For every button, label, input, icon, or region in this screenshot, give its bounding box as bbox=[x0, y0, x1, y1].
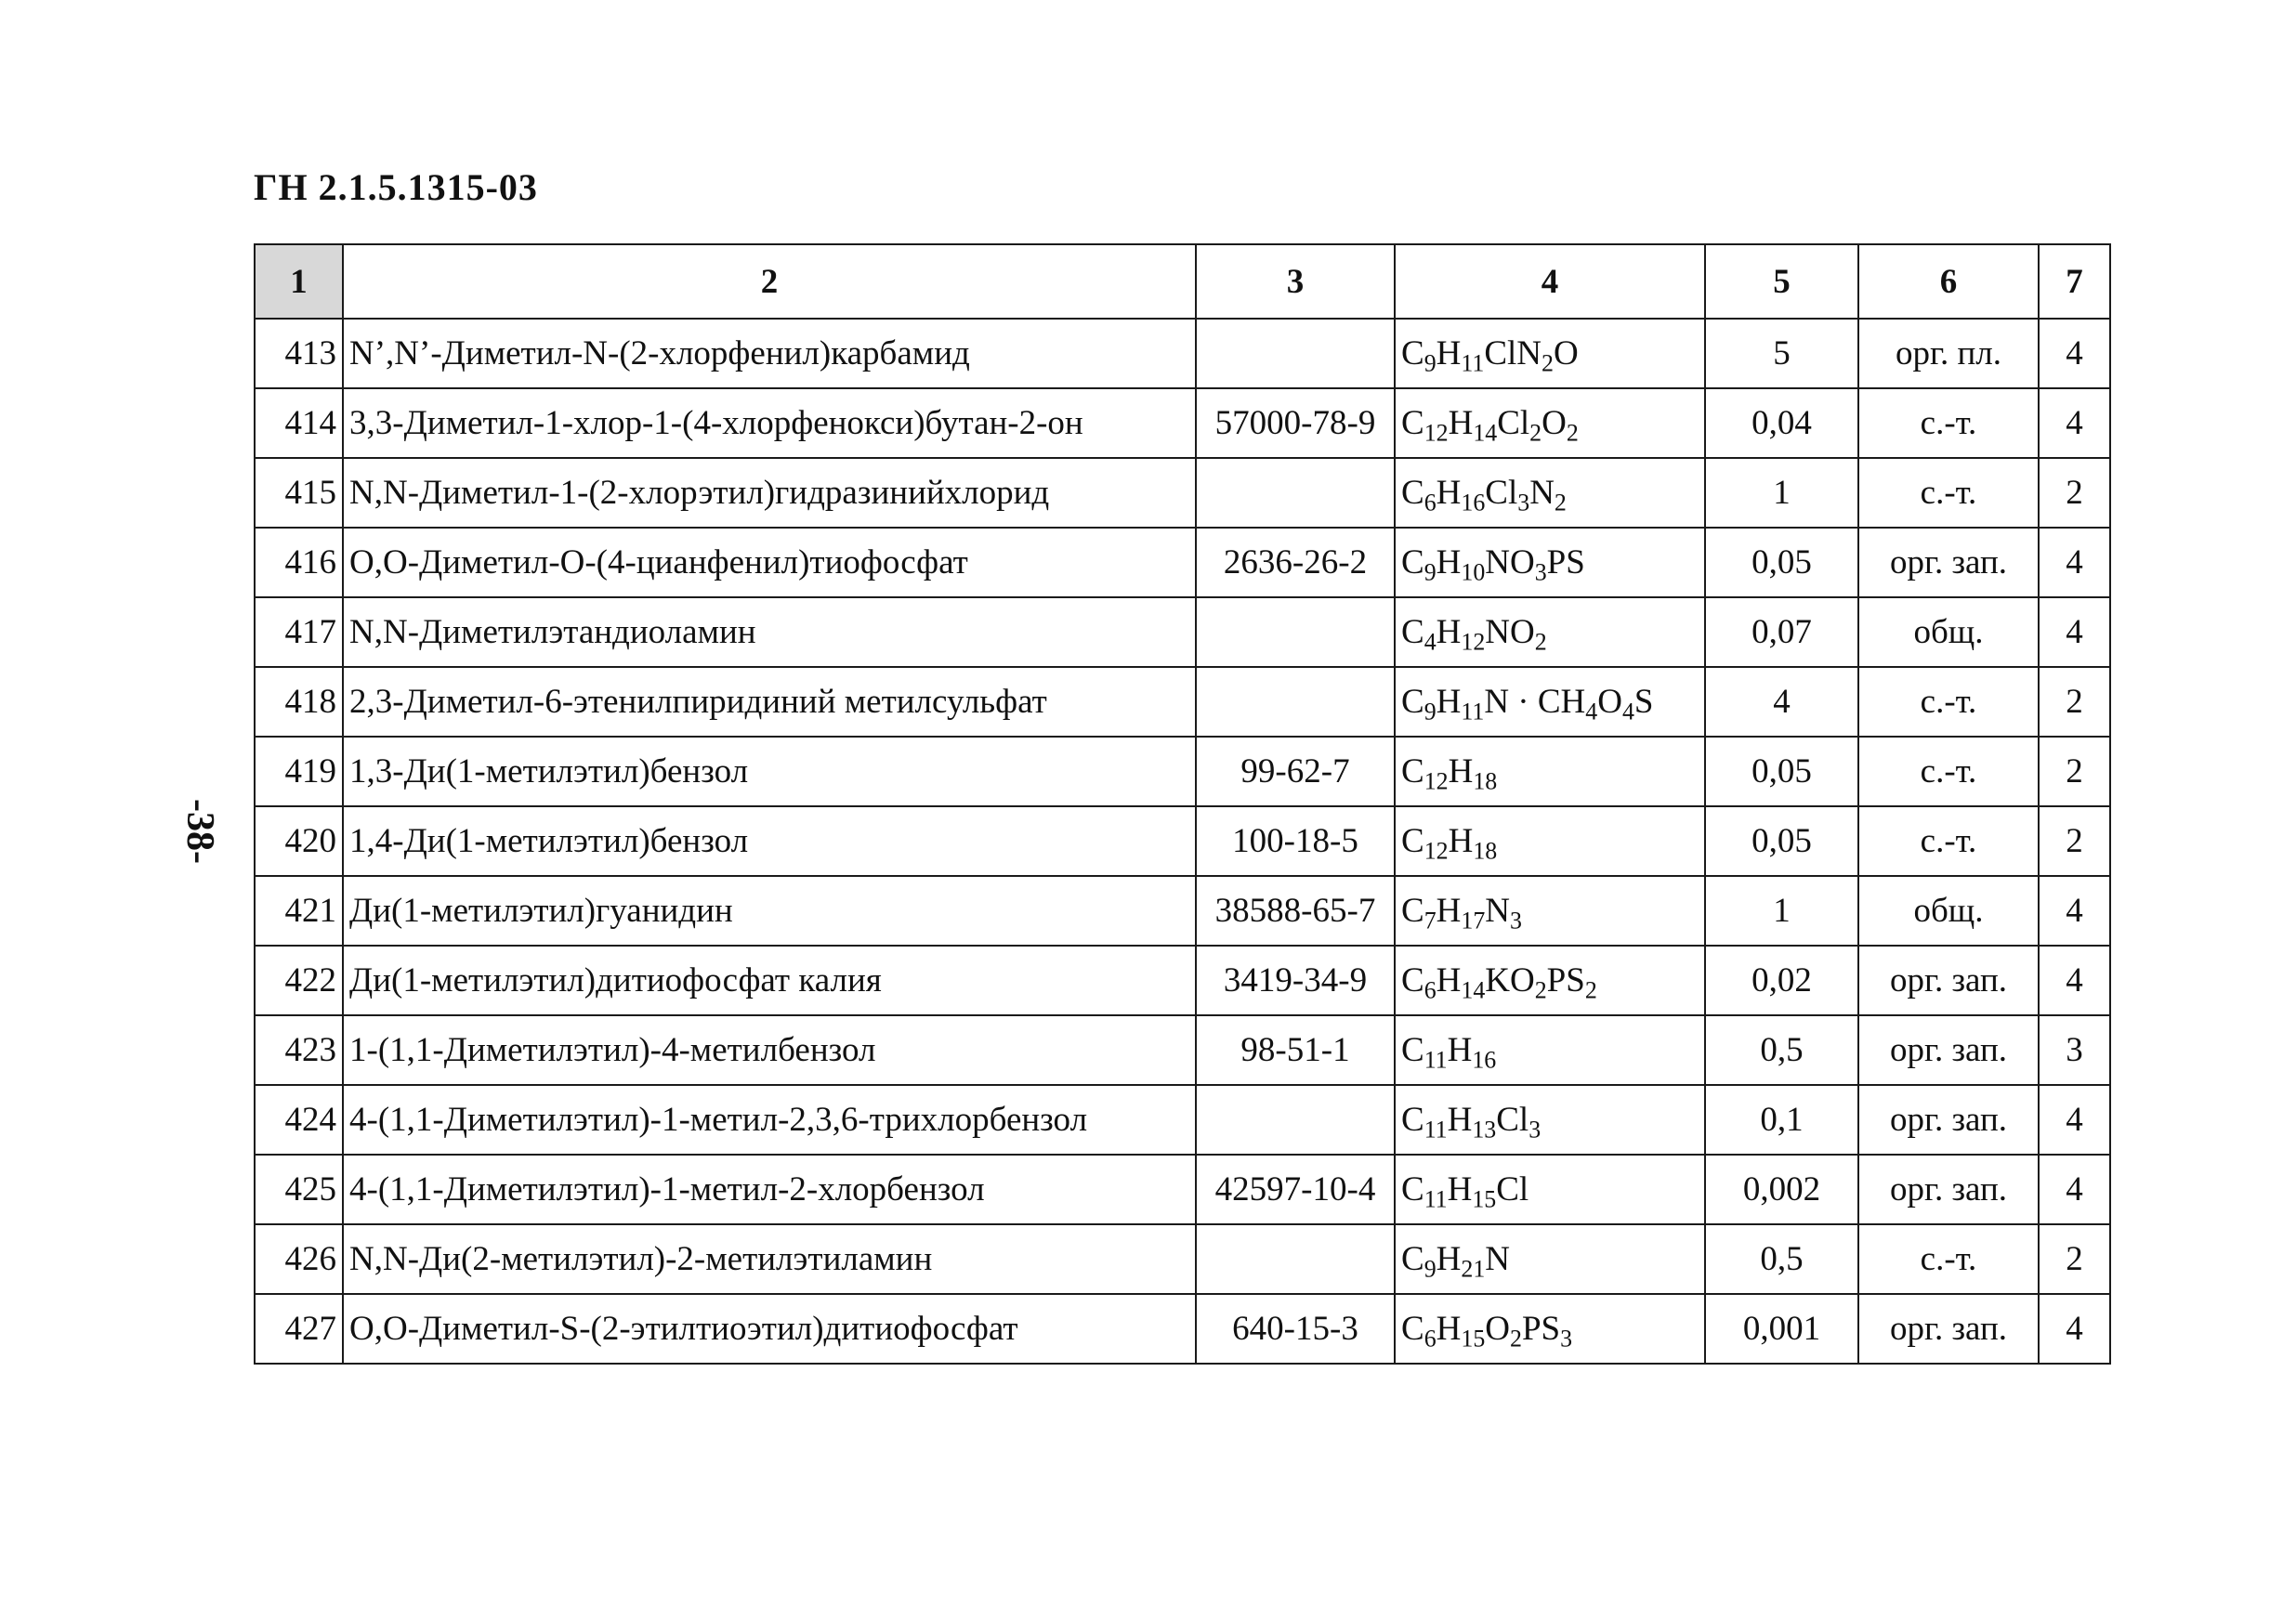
cas-number: 42597-10-4 bbox=[1196, 1155, 1395, 1224]
cas-number bbox=[1196, 667, 1395, 737]
row-number: 424 bbox=[255, 1085, 343, 1155]
table-row bbox=[255, 1155, 2110, 1224]
concentration-value: 0,07 bbox=[1705, 597, 1858, 667]
concentration-value: 4 bbox=[1705, 667, 1858, 737]
chemical-formula: $C_{12}H_{14}Cl_2O_2$ bbox=[1395, 388, 1705, 458]
header-cell-6: 6 bbox=[1858, 244, 2039, 319]
row-number: 416 bbox=[255, 528, 343, 597]
harm-indicator: орг. зап. bbox=[1858, 946, 2039, 1015]
table-row bbox=[255, 597, 2110, 667]
chemical-formula: $C_6H_{15}O_2PS_3$ bbox=[1395, 1294, 1705, 1364]
cas-number bbox=[1196, 597, 1395, 667]
row-number: 427 bbox=[255, 1294, 343, 1364]
substance-name: N,N-Диметилэтандиоламин bbox=[343, 597, 1196, 667]
substance-name: Ди(1-метилэтил)гуанидин bbox=[343, 876, 1196, 946]
row-number: 423 bbox=[255, 1015, 343, 1085]
chemical-formula: $C_6H_{14}KO_2PS_2$ bbox=[1395, 946, 1705, 1015]
chemical-formula: $C_{11}H_{15}Cl$ bbox=[1395, 1155, 1705, 1224]
hazard-class: 4 bbox=[2039, 597, 2110, 667]
table-row bbox=[255, 319, 2110, 388]
substance-name: N’,N’-Диметил-N-(2-хлорфенил)карбамид bbox=[343, 319, 1196, 388]
concentration-value: 0,1 bbox=[1705, 1085, 1858, 1155]
cas-number bbox=[1196, 1085, 1395, 1155]
substance-name: N,N-Диметил-1-(2-хлорэтил)гидразинийхлорид bbox=[343, 458, 1196, 528]
row-number: 426 bbox=[255, 1224, 343, 1294]
harm-indicator: с.-т. bbox=[1858, 388, 2039, 458]
header-cell-5: 5 bbox=[1705, 244, 1858, 319]
hazard-class: 2 bbox=[2039, 458, 2110, 528]
table-row bbox=[255, 946, 2110, 1015]
hazard-class: 4 bbox=[2039, 876, 2110, 946]
substances-table bbox=[254, 243, 2111, 1365]
row-number: 425 bbox=[255, 1155, 343, 1224]
chemical-formula: $C_6H_{16}Cl_3N_2$ bbox=[1395, 458, 1705, 528]
header-cell-7: 7 bbox=[2039, 244, 2110, 319]
row-number: 417 bbox=[255, 597, 343, 667]
concentration-value: 5 bbox=[1705, 319, 1858, 388]
cas-number: 640-15-3 bbox=[1196, 1294, 1395, 1364]
row-number: 419 bbox=[255, 737, 343, 806]
table-row bbox=[255, 1294, 2110, 1364]
row-number: 421 bbox=[255, 876, 343, 946]
page-number: -38- bbox=[178, 799, 221, 864]
document-code: ГН 2.1.5.1315-03 bbox=[254, 166, 538, 208]
hazard-class: 4 bbox=[2039, 946, 2110, 1015]
table-row bbox=[255, 1085, 2110, 1155]
table-body bbox=[255, 319, 2110, 1364]
chemical-formula: $C_{12}H_{18}$ bbox=[1395, 737, 1705, 806]
hazard-class: 2 bbox=[2039, 806, 2110, 876]
table-row bbox=[255, 528, 2110, 597]
chemical-formula: $C_{11}H_{16}$ bbox=[1395, 1015, 1705, 1085]
substance-name: 1-(1,1-Диметилэтил)-4-метилбензол bbox=[343, 1015, 1196, 1085]
harm-indicator: орг. зап. bbox=[1858, 1085, 2039, 1155]
chemical-formula: $C_{11}H_{13}Cl_3$ bbox=[1395, 1085, 1705, 1155]
chemical-formula: $C_9H_{11}ClN_2O$ bbox=[1395, 319, 1705, 388]
substance-name: 4-(1,1-Диметилэтил)-1-метил-2,3,6-трихлорбензол bbox=[343, 1085, 1196, 1155]
header-cell-4: 4 bbox=[1395, 244, 1705, 319]
substance-name: 3,3-Диметил-1-хлор-1-(4-хлорфенокси)бутан-2-он bbox=[343, 388, 1196, 458]
hazard-class: 2 bbox=[2039, 667, 2110, 737]
concentration-value: 0,02 bbox=[1705, 946, 1858, 1015]
harm-indicator: общ. bbox=[1858, 876, 2039, 946]
hazard-class: 2 bbox=[2039, 1224, 2110, 1294]
cas-number bbox=[1196, 319, 1395, 388]
cas-number: 98-51-1 bbox=[1196, 1015, 1395, 1085]
harm-indicator: орг. зап. bbox=[1858, 528, 2039, 597]
hazard-class: 4 bbox=[2039, 1085, 2110, 1155]
row-number: 418 bbox=[255, 667, 343, 737]
cas-number: 100-18-5 bbox=[1196, 806, 1395, 876]
header-row bbox=[255, 244, 2110, 319]
concentration-value: 0,5 bbox=[1705, 1015, 1858, 1085]
row-number: 422 bbox=[255, 946, 343, 1015]
harm-indicator: с.-т. bbox=[1858, 806, 2039, 876]
hazard-class: 4 bbox=[2039, 528, 2110, 597]
substance-name: 2,3-Диметил-6-этенилпиридиний метилсульфат bbox=[343, 667, 1196, 737]
header-cell-2: 2 bbox=[343, 244, 1196, 319]
cas-number: 3419-34-9 bbox=[1196, 946, 1395, 1015]
concentration-value: 0,5 bbox=[1705, 1224, 1858, 1294]
table-row bbox=[255, 1224, 2110, 1294]
cas-number: 57000-78-9 bbox=[1196, 388, 1395, 458]
concentration-value: 0,001 bbox=[1705, 1294, 1858, 1364]
concentration-value: 0,04 bbox=[1705, 388, 1858, 458]
cas-number bbox=[1196, 1224, 1395, 1294]
table-header bbox=[255, 244, 2110, 319]
substance-name: N,N-Ди(2-метилэтил)-2-метилэтиламин bbox=[343, 1224, 1196, 1294]
row-number: 414 bbox=[255, 388, 343, 458]
cas-number: 2636-26-2 bbox=[1196, 528, 1395, 597]
harm-indicator: общ. bbox=[1858, 597, 2039, 667]
chemical-formula: $C_9H_{21}N$ bbox=[1395, 1224, 1705, 1294]
substance-name: О,О-Диметил-О-(4-цианфенил)тиофосфат bbox=[343, 528, 1196, 597]
concentration-value: 0,05 bbox=[1705, 737, 1858, 806]
table-row bbox=[255, 737, 2110, 806]
cas-number: 99-62-7 bbox=[1196, 737, 1395, 806]
concentration-value: 0,05 bbox=[1705, 528, 1858, 597]
concentration-value: 1 bbox=[1705, 876, 1858, 946]
hazard-class: 4 bbox=[2039, 319, 2110, 388]
substance-name: 4-(1,1-Диметилэтил)-1-метил-2-хлорбензол bbox=[343, 1155, 1196, 1224]
table-row bbox=[255, 458, 2110, 528]
row-number: 415 bbox=[255, 458, 343, 528]
chemical-formula: $C_9H_{11}N \cdot CH_4O_4S$ bbox=[1395, 667, 1705, 737]
row-number: 420 bbox=[255, 806, 343, 876]
concentration-value: 0,05 bbox=[1705, 806, 1858, 876]
harm-indicator: орг. зап. bbox=[1858, 1294, 2039, 1364]
cas-number bbox=[1196, 458, 1395, 528]
hazard-class: 4 bbox=[2039, 1155, 2110, 1224]
chemical-formula: $C_{12}H_{18}$ bbox=[1395, 806, 1705, 876]
hazard-class: 2 bbox=[2039, 737, 2110, 806]
harm-indicator: с.-т. bbox=[1858, 667, 2039, 737]
harm-indicator: орг. пл. bbox=[1858, 319, 2039, 388]
chemical-formula: $C_4H_{12}NO_2$ bbox=[1395, 597, 1705, 667]
harm-indicator: с.-т. bbox=[1858, 1224, 2039, 1294]
table-row bbox=[255, 388, 2110, 458]
row-number: 413 bbox=[255, 319, 343, 388]
harm-indicator: с.-т. bbox=[1858, 458, 2039, 528]
concentration-value: 0,002 bbox=[1705, 1155, 1858, 1224]
substance-name: Ди(1-метилэтил)дитиофосфат калия bbox=[343, 946, 1196, 1015]
table-row bbox=[255, 806, 2110, 876]
table-row bbox=[255, 876, 2110, 946]
concentration-value: 1 bbox=[1705, 458, 1858, 528]
chemical-formula: $C_7H_{17}N_3$ bbox=[1395, 876, 1705, 946]
hazard-class: 4 bbox=[2039, 1294, 2110, 1364]
header-cell-1: 1 bbox=[255, 244, 343, 319]
hazard-class: 4 bbox=[2039, 388, 2110, 458]
header-cell-3: 3 bbox=[1196, 244, 1395, 319]
substance-name: О,О-Диметил-S-(2-этилтиоэтил)дитиофосфат bbox=[343, 1294, 1196, 1364]
chemical-formula: $C_9H_{10}NO_3PS$ bbox=[1395, 528, 1705, 597]
table-row bbox=[255, 1015, 2110, 1085]
table-row bbox=[255, 667, 2110, 737]
substance-name: 1,3-Ди(1-метилэтил)бензол bbox=[343, 737, 1196, 806]
harm-indicator: орг. зап. bbox=[1858, 1015, 2039, 1085]
substance-name: 1,4-Ди(1-метилэтил)бензол bbox=[343, 806, 1196, 876]
cas-number: 38588-65-7 bbox=[1196, 876, 1395, 946]
harm-indicator: с.-т. bbox=[1858, 737, 2039, 806]
harm-indicator: орг. зап. bbox=[1858, 1155, 2039, 1224]
hazard-class: 3 bbox=[2039, 1015, 2110, 1085]
